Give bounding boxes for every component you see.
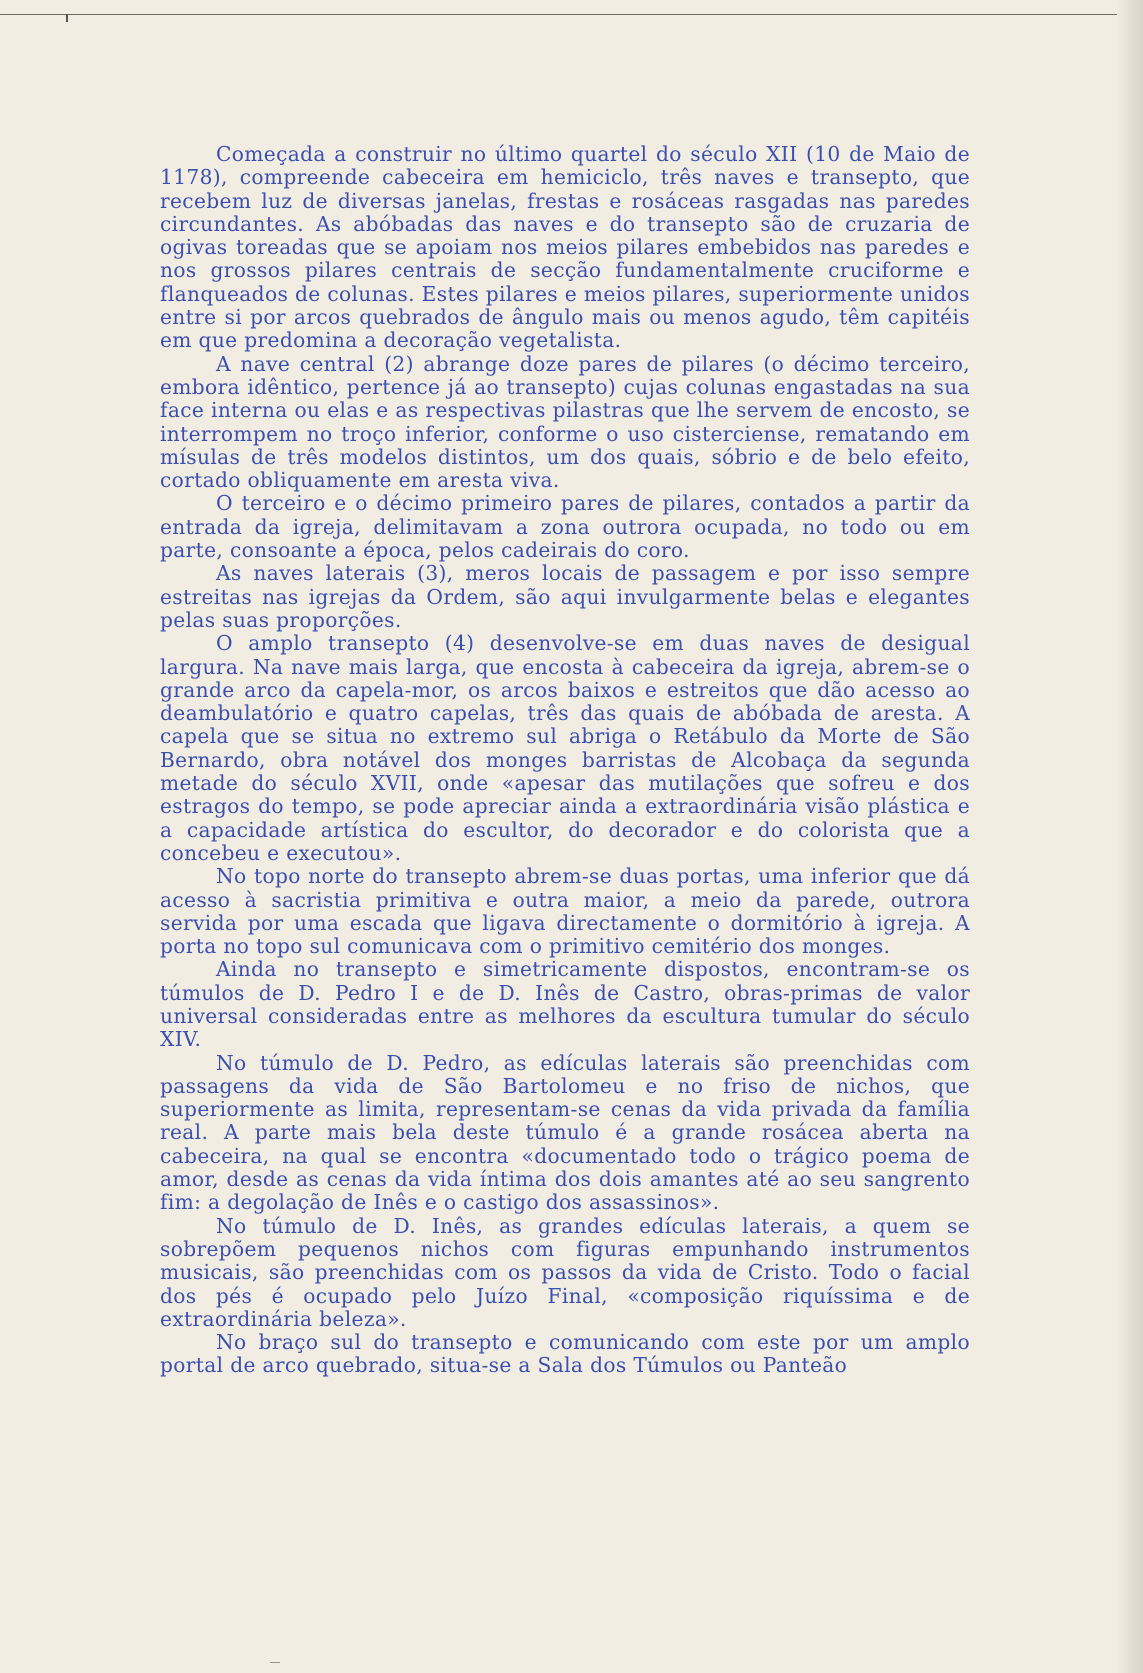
paragraph-4: As naves laterais (3), meros locais de passagem e por isso sempre estreitas nas igrejas da Ordem, são aqui invulgarmente belas e elegantes pelas suas proporções.: [160, 561, 970, 632]
scan-top-edge: [0, 14, 1143, 15]
paragraph-10: No braço sul do transepto e comunicando com este por um amplo portal de arco quebrado, situa-se a Sala dos Túmulos ou Panteão: [160, 1330, 970, 1378]
paragraph-6: No topo norte do transepto abrem-se duas portas, uma inferior que dá acesso à sacristia primitiva e outra maior, a meio da parede, outrora servida por uma escada que ligava directamente o dormitório à igreja. A porta no topo sul comunicava com o primitivo cemitério dos monges.: [160, 864, 970, 959]
scan-bottom-mark: [270, 1662, 280, 1663]
paragraph-5: O amplo transepto (4) desenvolve-se em duas naves de desigual largura. Na nave mais larga, que encosta à cabeceira da igreja, abrem-se o grande arco da capela-mor, os arcos baixos e estreitos que dão acesso ao deambulatório e quatro capelas, três das quais de abóbada de aresta. A capela que se situa no extremo sul abriga o Retábulo da Morte de São Bernardo, obra notável dos monges barristas de Alcobaça da segunda metade do século XVII, onde «apesar das mutilações que sofreu e dos estragos do tempo, se pode apreciar ainda a extraordinária visão plástica e a capacidade artística do escultor, do decorador e do colorista que a concebeu e executou».: [160, 631, 970, 865]
scan-right-margin: [1117, 0, 1143, 1673]
paragraph-3: O terceiro e o décimo primeiro pares de pilares, contados a partir da entrada da igreja, delimitavam a zona outrora ocupada, no todo ou em parte, consoante a época, pelos cadeirais do coro.: [160, 491, 970, 563]
paragraph-1: Começada a construir no último quartel do século XII (10 de Maio de 1178), compreende cabeceira em hemiciclo, três naves e transepto, que recebem luz de diversas janelas, frestas e rosáceas rasgadas nas paredes circundantes. As abóbadas das naves e do transepto são de cruzaria de ogivas toreadas que se apoiam nos meios pilares embebidos nas paredes e nos grossos pilares centrais de secção fundamentalmente cruciforme e flanqueados de colunas. Estes pilares e meios pilares, superiormente unidos entre si por arcos quebrados de ângulo mais ou menos agudo, têm capitéis em que predomina a decoração vegetalista.: [160, 142, 970, 353]
paragraph-9: No túmulo de D. Inês, as grandes edículas laterais, a quem se sobrepõem pequenos nichos com figuras empunhando instrumentos musicais, são preenchidas com os passos da vida de Cristo. Todo o facial dos pés é ocupado pelo Juízo Final, «composição riquíssima e de extraordinária beleza».: [160, 1213, 970, 1331]
paragraph-8: No túmulo de D. Pedro, as edículas laterais são preenchidas com passagens da vida de São Bartolomeu e no friso de nichos, que superiormente as limita, representam-se cenas da vida privada da família real. A parte mais bela deste túmulo é a grande rosácea aberta na cabeceira, na qual se encontra «documentado todo o trágico poema de amor, desde as cenas da vida íntima dos dois amantes até ao seu sangrento fim: a degolação de Inês e o castigo dos assassinos».: [160, 1050, 970, 1215]
paragraph-7: Ainda no transepto e simetricamente dispostos, encontram-se os túmulos de D. Pedro I e de D. Inês de Castro, obras-primas de valor universal consideradas entre as melhores da escultura tumular do século XIV.: [160, 957, 970, 1052]
paragraph-2: A nave central (2) abrange doze pares de pilares (o décimo terceiro, embora idêntico, pertence já ao transepto) cujas colunas engastadas na sua face interna ou elas e as respectivas pilastras que lhe servem de encosto, se interrompem no troço inferior, conforme o uso cisterciense, rematando em mísulas de três modelos distintos, um dos quais, sóbrio e de belo efeito, cortado obliquamente em aresta viva.: [160, 351, 970, 493]
scan-edge-mark: [66, 14, 68, 22]
body-text: [160, 143, 970, 1378]
